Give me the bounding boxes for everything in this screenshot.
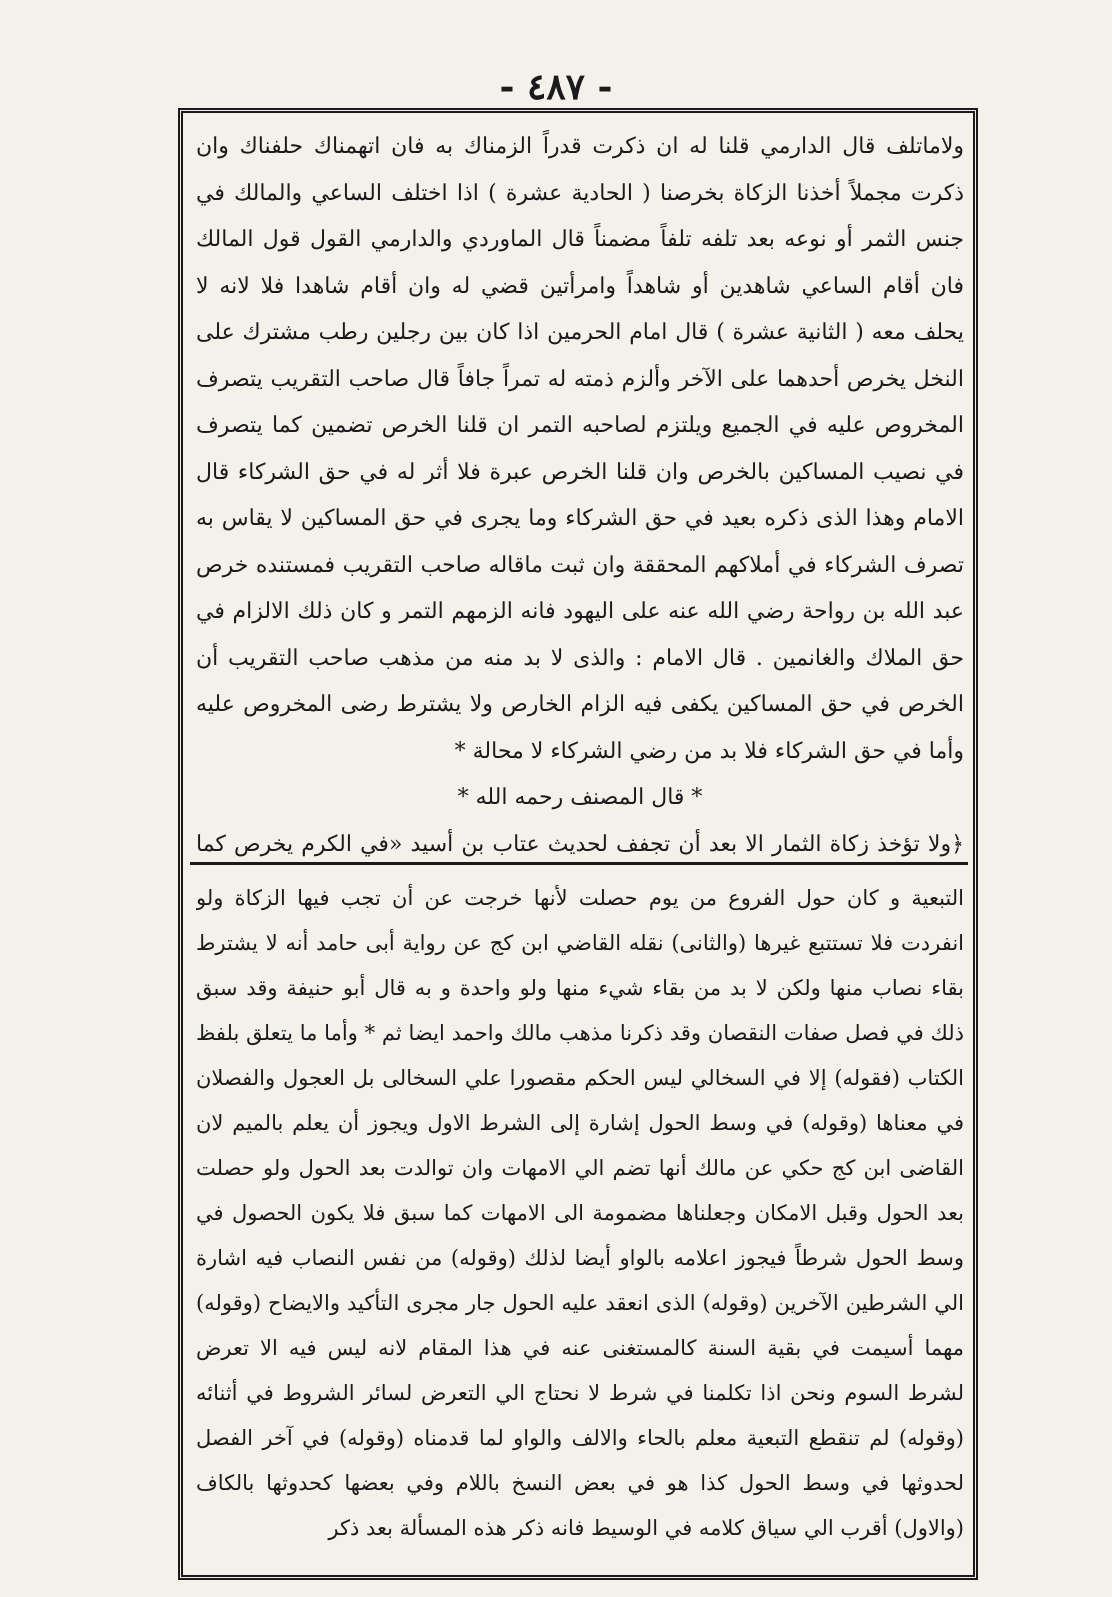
section-divider [190,862,968,865]
main-text-block [196,124,964,864]
page-number: - ٤٨٧ - [499,66,613,108]
main-quote: ﴿ولا تؤخذ زكاة الثمار الا بعد أن تجفف لحديث عتاب بن أسيد «في الكرم يخرص كما [196,831,964,857]
commentary-paragraph: التبعية و كان حول الفروع من يوم حصلت لأنها خرجت عن أن تجب فيها الزكاة ولو انفردت فلا تستتبع غيرها (والثانى) نقله القاضي ابن كج عن رواية أبى حامد أنه لا يشترط بقاء نصاب منها ولكن لا بد من بقاء شيء منها ولو واحدة و به قال أبو حنيفة وقد سبق ذلك في فصل صفات النقصان وقد ذكرنا مذهب مالك واحمد ايضا ثم * وأما ما يتعلق بلفظ الكتاب (فقوله) إلا في السخالي ليس الحكم مقصورا علي السخالى بل العجول والفصلان في معناها (وقوله) في وسط الحول إشارة إلى الشرط الاول ويجوز أن يعلم بالميم لان القاضى ابن كج حكي عن مالك أنها تضم الي الامهات وان توالدت بعد الحول ولو حصلت بعد الحول وقبل الامكان وجعلناها مضمومة الى الامهات كما سبق فلا يكون الحصول في وسط الحول شرطاً فيجوز اعلامه بالواو أيضا لذلك (وقوله) من نفس النصاب فيه اشارة الي الشرطين الآخرين (وقوله) الذى انعقد عليه الحول جار مجرى التأكيد والايضاح (وقوله) مهما أسيمت في بقية السنة كالمستغنى عنه في هذا المقام لانه ليس فيه الا تعرض لشرط السوم ونحن اذا تكلمنا في شرط لا نحتاج الي التعرض لسائر الشروط في أثنائه (وقوله) لم تنقطع التبعية معلم بالحاء والالف والواو لما قدمناه (وقوله) في آخر الفصل لحدوثها في وسط الحول كذا هو في بعض النسخ باللام وفي بعضها كحدوثها بالكاف (والاول) أقرب الي سياق كلامه في الوسيط فانه ذكر هذه المسألة بعد ذكر [196,886,964,1540]
author-heading: * قال المصنف رحمه الله * [457,785,703,810]
main-paragraph: ولاماتلف قال الدارمي قلنا له ان ذكرت قدراً الزمناك به فان اتهمناك حلفناك وان ذكرت مجملاً أخذنا الزكاة بخرصنا ( الحادية عشرة ) اذا اختلف الساعي والمالك في جنس الثمر أو نوعه بعد تلفه تلفاً مضمناً قال الماوردي والدارمي القول قول المالك فان أقام الساعي شاهدين أو شاهداً وامرأتين قضي له وان أقام شاهدا فلا لانه لا يحلف معه ( الثانية عشرة ) قال امام الحرمين اذا كان بين رجلين رطب مشترك على النخل يخرص أحدهما على الآخر وألزم ذمته له تمراً جافاً قال صاحب التقريب يتصرف المخروص عليه في الجميع ويلتزم لصاحبه التمر ان قلنا الخرص تضمين كما يتصرف في نصيب المساكين بالخرص وان قلنا الخرص عبرة فلا أثر له في حق الشركاء قال الامام وهذا الذى ذكره بعيد في حق الشركاء وما يجرى في حق المساكين لا يقاس به تصرف الشركاء في أملاكهم المحققة وان ثبت ماقاله صاحب التقريب فمستنده خرص عبد الله بن رواحة رضي الله عنه على اليهود فانه الزمهم التمر و كان ذلك الالزام في حق الملاك والغانمين . قال الامام : والذى لا بد منه من مذهب صاحب التقريب أن الخرص في حق المساكين يكفى فيه الزام الخارص ولا يشترط رضى المخروص عليه وأما في حق الشركاء فلا بد من رضي الشركاء لا محالة * [196,134,964,764]
commentary-block [196,876,964,1568]
